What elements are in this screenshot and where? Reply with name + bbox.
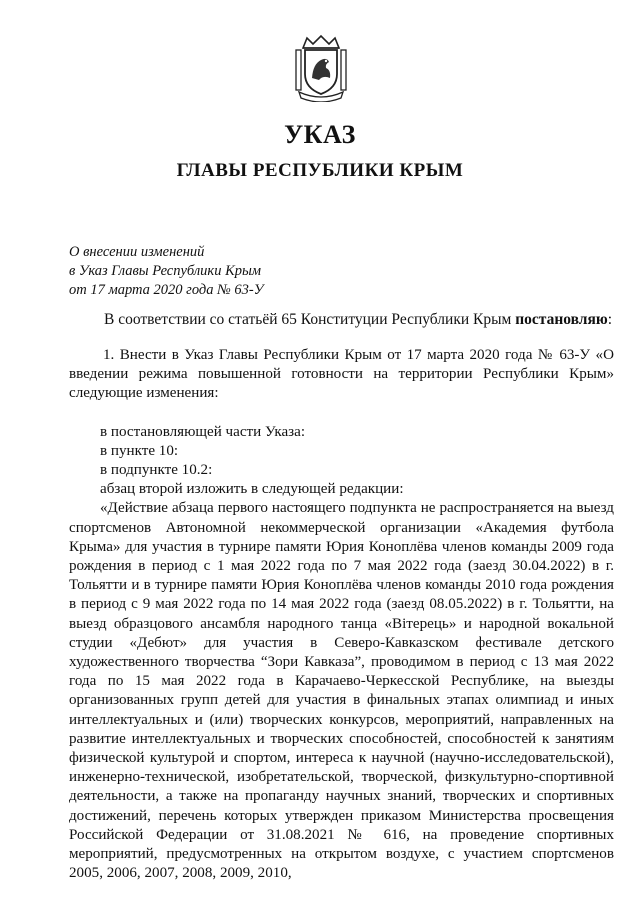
preamble-decree-word: постановляю [515,311,608,328]
document-subtitle: ГЛАВЫ РЕСПУБЛИКИ КРЫМ [176,160,464,181]
preamble-colon: : [607,311,613,328]
quoted-amendment: «Действие абзаца первого настоящего подпункта не распространяется на выезд спортсменов Автономной некоммерческой организации «Академия футбола Крыма» для участия в турнире памяти Юрия Коноплёва членов команды 2009 года рождения в период с 1 мая 2022 года по 7 мая 2022 года (заезд 30.04.2022) в г. Тольятти и в турнире памяти Юрия Коноплёва членов команды 2010 года рождения в период с 9 мая 2022 года по 14 мая 2022 года (заезд 08.05.2022) в г. Тольятти, на выезд образцового ансамбля народного танца «Вітерець» и народной вокальной студии «Дебют» для участия в Северо-Кавказском фестивале детского художественного творчества “Зори Кавказа”, проводимом в период с 13 мая 2022 года по 15 мая 2022 года в Карачаево-Черкесской Республике, на выезды организованных групп детей для участия в финальных этапах олимпиад и иных интеллектуальных и (или) творческих конкурсов, мероприятий, направленных на развитие интеллектуальных и творческих способностей, способностей к занятиям физической культурой и спортом, интереса к научной (научно-исследовательской), инженерно-технической, изобретательской, творческой, физкультурно-спортивной деятельности, а также на пропаганду научных знаний, творческих и спортивных достижений, перечень которых утвержден приказом Министерства просвещения Российской Федерации от 31.08.2021 № 616, на проведение спортивных мероприятий, предусмотренных на открытом воздухе, с участием спортсменов 2005, 2006, 2007, 2008, 2009, 2010, [69,500,614,882]
line-operative-part: в постановляющей части Указа: [100,423,306,440]
item-1: 1. Внести в Указ Главы Республики Крым от 17 марта 2020 года № 63-У «О введении режима повышенной готовности на территории Республики Крым» следующие изменения: [69,347,614,402]
preamble [104,311,612,329]
preamble-text: В соответствии со статьёй 65 Конституции Республики Крым [104,311,516,328]
reference-line-2: в Указ Главы Республики Крым [69,263,262,279]
reference-line-3: от 17 марта 2020 года № 63-У [69,282,264,298]
document-body [69,346,614,883]
crimea-coat-of-arms-icon [293,34,349,102]
document-title: УКАЗ [284,120,356,149]
line-paragraph-two: абзац второй изложить в следующей редакции: [100,481,404,498]
document-reference [69,243,264,300]
reference-line-1: О внесении изменений [69,244,205,260]
line-subpoint-10-2: в подпункте 10.2: [100,462,213,479]
line-point-10: в пункте 10: [100,442,179,459]
